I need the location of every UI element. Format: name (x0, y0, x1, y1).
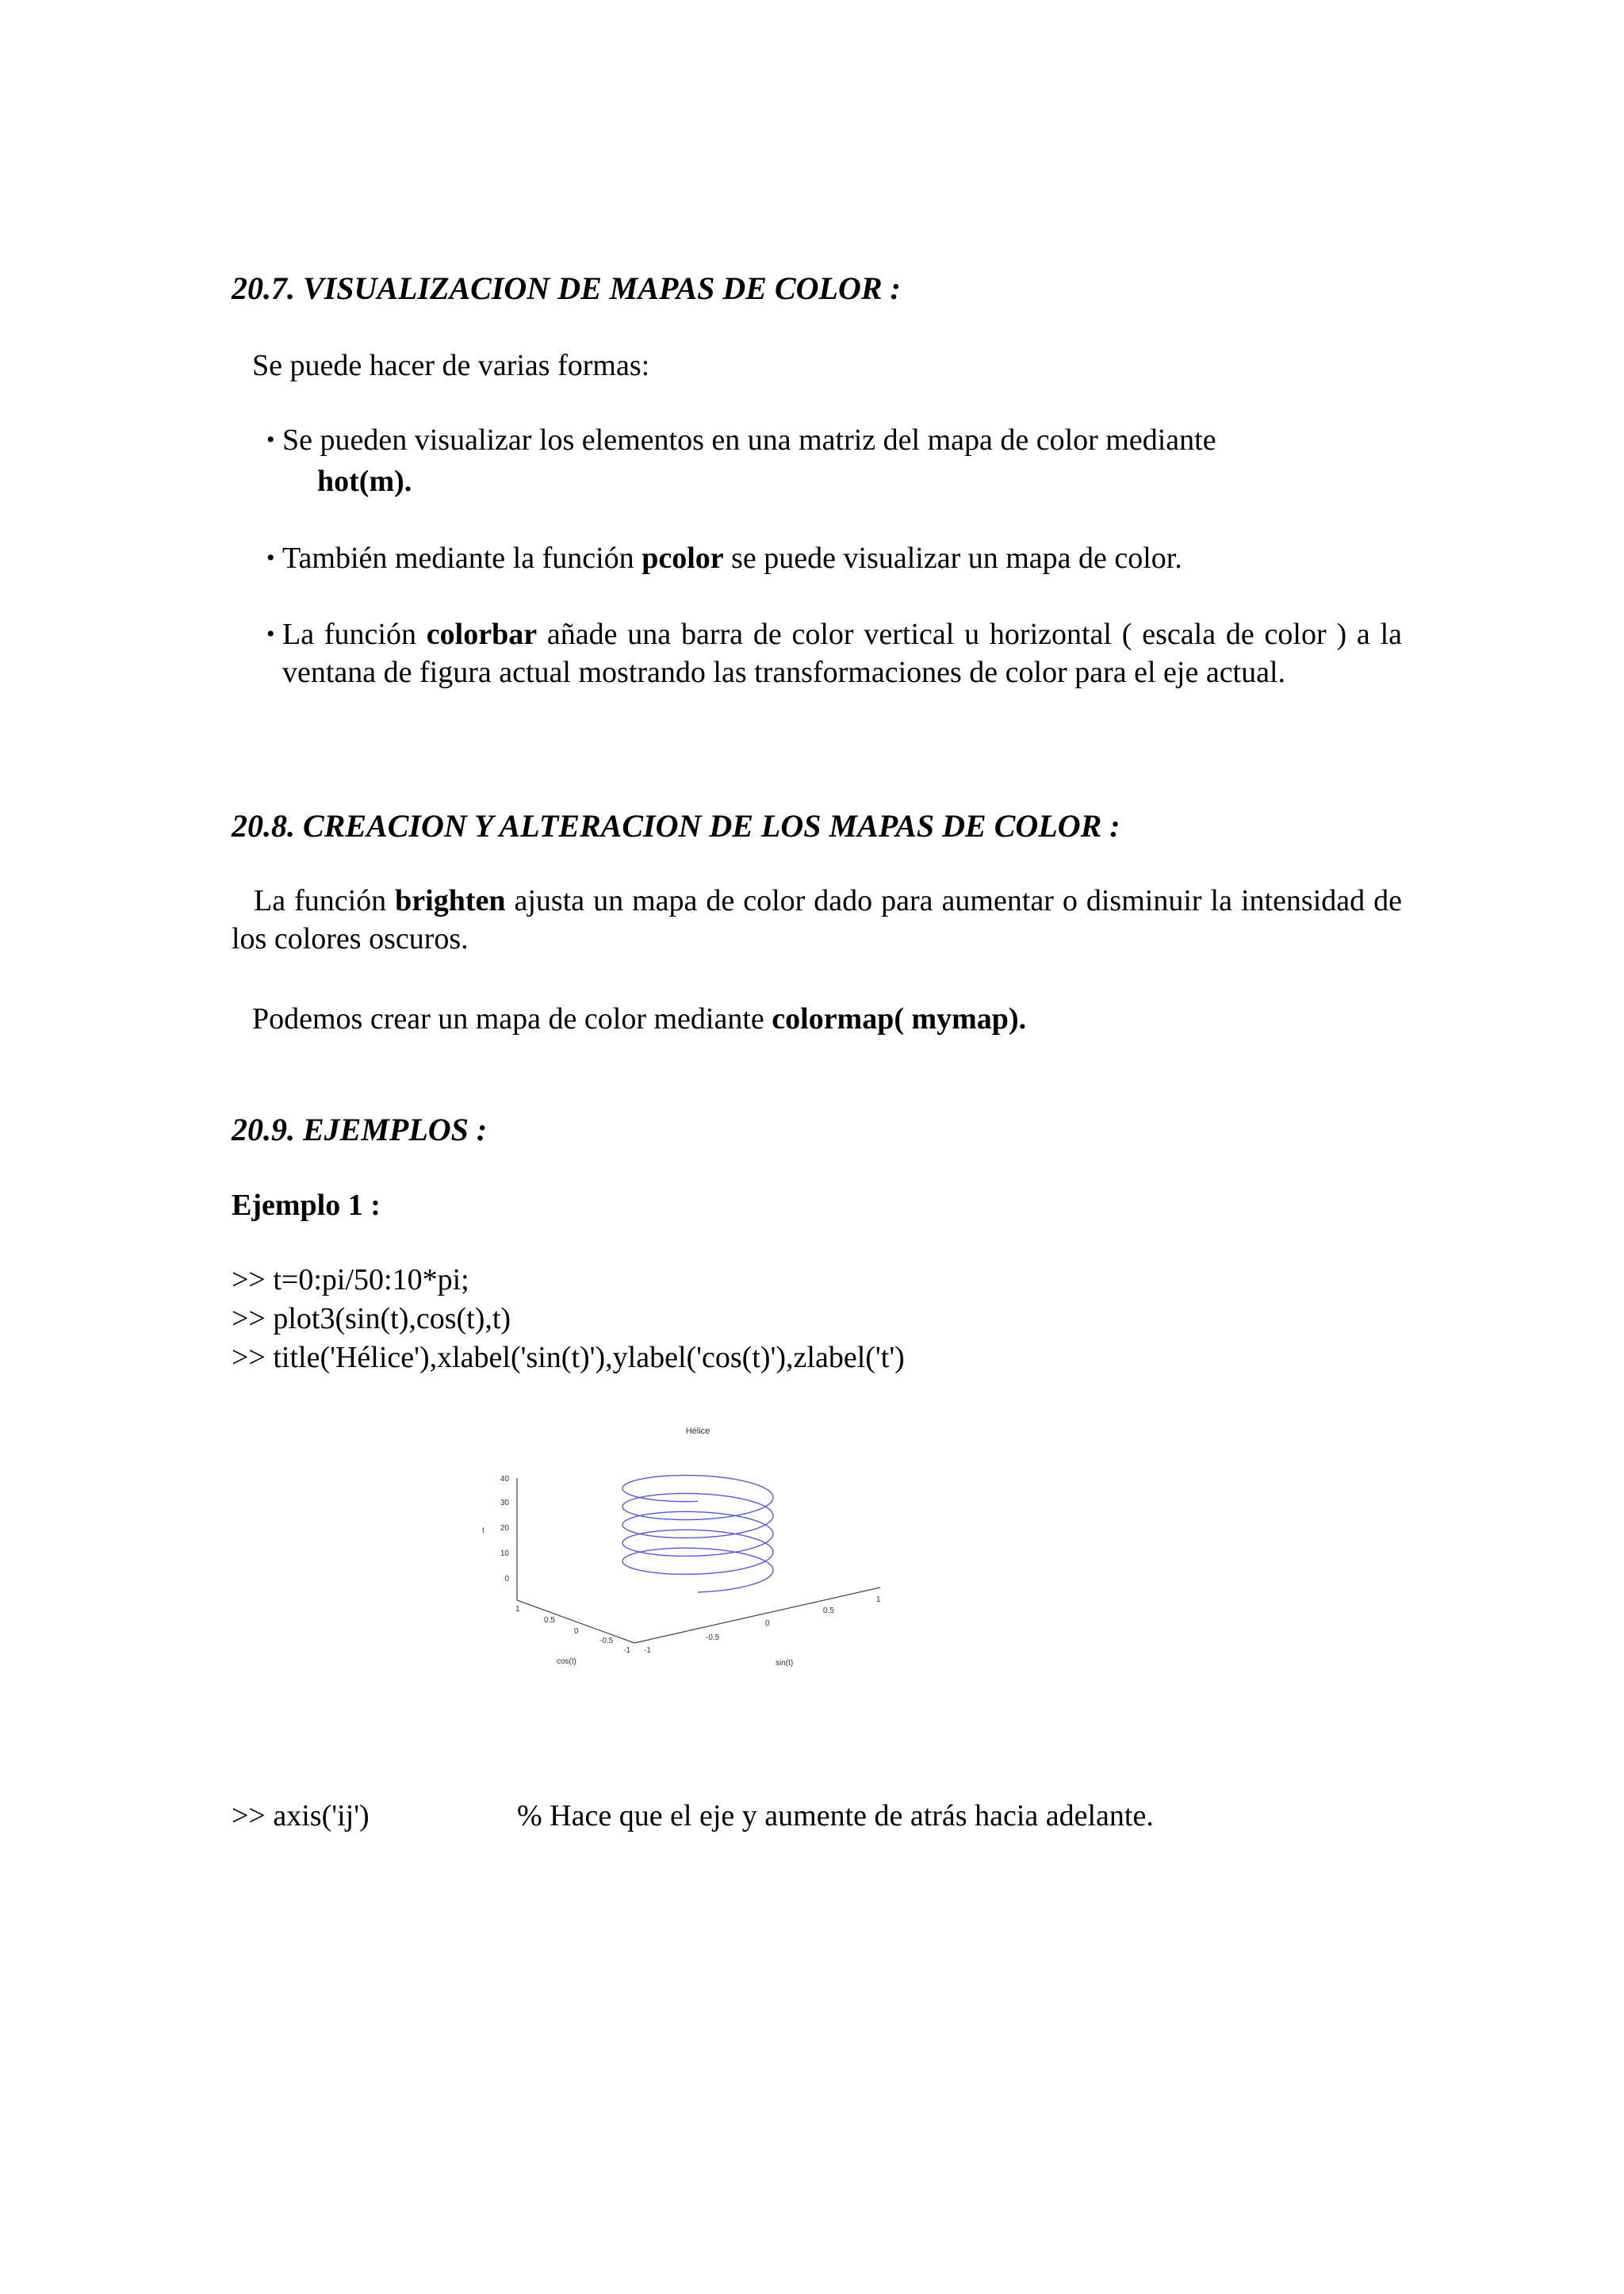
y-tick-label: -1 (623, 1646, 630, 1655)
paragraph-text: La función (254, 884, 396, 917)
x-axis-line (634, 1587, 880, 1643)
bullet-item-colorbar (282, 615, 1402, 691)
code-line-1: >> t=0:pi/50:10*pi; (232, 1263, 469, 1296)
x-axis-label: sin(t) (776, 1659, 794, 1668)
section-heading-20-9: 20.9. EJEMPLOS : (232, 1112, 488, 1147)
z-tick-label: 10 (500, 1549, 509, 1558)
bullet-item-hot-keyword (317, 462, 412, 500)
bullet-text: La función (282, 618, 427, 651)
bullet-dot-2: • (266, 545, 275, 571)
section-heading-20-7: 20.7. VISUALIZACION DE MAPAS DE COLOR : (232, 270, 901, 306)
z-tick-label: 0 (504, 1575, 509, 1584)
keyword-colormap: colormap( mymap). (772, 1002, 1027, 1036)
y-tick-label: 1 (515, 1605, 520, 1614)
paragraph-text: Podemos crear un mapa de color mediante (252, 1002, 772, 1036)
bullet-text: añade una barra de color vertical u horizontal ( escala de color ) a la ventana de figura actual mostrando las transformaciones de color para el eje actual. (282, 618, 1402, 689)
axis-comment: % Hace que el eje y aumente de atrás hacia adelante. (517, 1799, 1154, 1833)
intro-text: Se puede hacer de varias formas: (252, 349, 650, 382)
x-tick-label: -0.5 (706, 1633, 720, 1642)
y-ticks (515, 1605, 630, 1655)
x-ticks (644, 1595, 881, 1655)
helix-line (622, 1476, 773, 1593)
bullet-dot-1: • (266, 427, 275, 453)
x-tick-label: -1 (644, 1646, 651, 1655)
paragraph-text: ajusta un mapa de color dado para aumentar o disminuir la intensidad de los colores oscuros. (232, 884, 1402, 956)
x-tick-label: 0.5 (823, 1607, 834, 1615)
code-line-3: >> title('Hélice'),xlabel('sin(t)'),ylabel('cos(t)'),zlabel('t') (232, 1341, 905, 1374)
z-tick-label: 40 (500, 1475, 509, 1484)
helix-plot-figure (468, 1411, 912, 1713)
y-tick-label: -0.5 (599, 1637, 614, 1645)
z-tick-label: 30 (500, 1499, 509, 1507)
y-tick-label: 0.5 (544, 1616, 555, 1625)
code-line-2: >> plot3(sin(t),cos(t),t) (232, 1302, 511, 1335)
bullet-text: Se pueden visualizar los elementos en una matriz del mapa de color mediante (282, 423, 1216, 457)
paragraph-colormap (252, 1000, 1026, 1038)
bullet-text: se puede visualizar un mapa de color. (723, 542, 1182, 575)
plot-title: Hélice (685, 1427, 710, 1436)
y-tick-label: 0 (574, 1627, 579, 1636)
paragraph-brighten (232, 882, 1402, 958)
z-tick-label: 20 (500, 1524, 509, 1533)
z-axis-label: t (482, 1526, 485, 1535)
example-title: Ejemplo 1 : (232, 1189, 381, 1222)
section-heading-20-8: 20.8. CREACION Y ALTERACION DE LOS MAPAS DE COLOR : (232, 808, 1120, 844)
keyword-hot: hot(m). (317, 465, 412, 498)
bullet-item-hot (282, 421, 1402, 459)
y-axis-label: cos(t) (557, 1657, 576, 1666)
bullet-text: También mediante la función (282, 542, 642, 575)
x-tick-label: 0 (765, 1619, 770, 1628)
z-ticks (500, 1475, 510, 1584)
keyword-brighten: brighten (395, 884, 506, 917)
bullet-dot-3: • (266, 621, 275, 647)
bullet-item-pcolor (282, 539, 1182, 577)
y-axis-line (517, 1600, 634, 1643)
x-tick-label: 1 (876, 1595, 881, 1604)
axis-command: >> axis('ij') (232, 1799, 370, 1833)
keyword-pcolor: pcolor (642, 542, 724, 575)
keyword-colorbar: colorbar (426, 618, 538, 651)
